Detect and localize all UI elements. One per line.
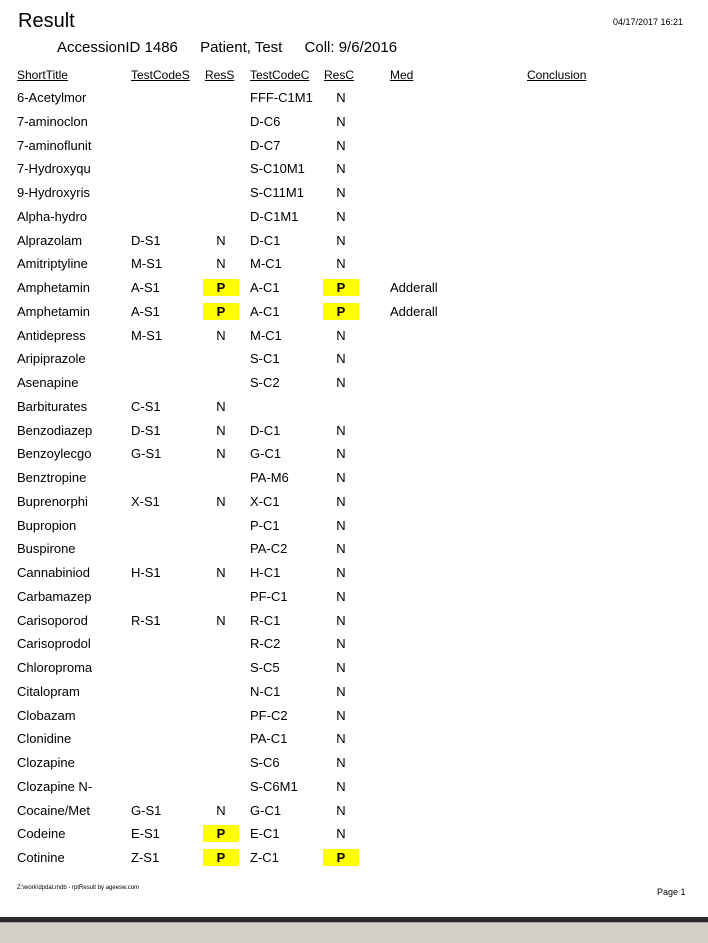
test-code-c-cell: R-C1 (250, 612, 281, 628)
table-row (0, 846, 708, 870)
res-c-cell: N (336, 517, 346, 533)
res-c-cell: N (336, 755, 346, 770)
res-c-cell: N (336, 446, 346, 462)
footer-source-path: Z:\work\dpdat.mdb - rptResult by ageesw.com (17, 885, 140, 891)
table-row (0, 514, 708, 538)
column-header-med: Med (390, 68, 414, 82)
med-cell: Adderall (390, 303, 438, 319)
footer-page-number: Page 1 (657, 887, 686, 897)
table-row (0, 395, 708, 419)
table-row (0, 86, 708, 110)
table-row (0, 799, 708, 823)
test-code-c-cell: D-C1 (250, 232, 281, 248)
test-code-c-cell: S-C11M1 (250, 185, 304, 200)
table-row (0, 157, 708, 181)
short-title-cell: Cocaine/Met (17, 802, 90, 818)
res-s-cell: N (216, 398, 226, 414)
short-title-cell: Antidepress (17, 327, 86, 343)
short-title-cell: 7-aminoflunit (17, 137, 92, 153)
res-c-cell: N (336, 565, 346, 580)
short-title-cell: Asenapine (17, 375, 79, 390)
res-s-cell: N (216, 256, 226, 272)
test-code-s-cell: A-S1 (131, 303, 160, 319)
column-header-res-s: ResS (205, 68, 235, 82)
short-title-cell: Benzoylecgo (17, 446, 92, 462)
short-title-cell: Carbamazep (17, 588, 92, 604)
test-code-c-cell: FFF-C1M1 (250, 90, 313, 105)
res-s-cell: N (216, 232, 226, 248)
res-c-cell: N (336, 683, 346, 699)
table-row (0, 775, 708, 799)
res-s-cell: P (203, 825, 239, 842)
table-row (0, 704, 708, 728)
table-row (0, 252, 708, 276)
test-code-c-cell: PF-C2 (250, 707, 288, 723)
short-title-cell: Benztropine (17, 470, 87, 485)
table-row (0, 751, 708, 775)
short-title-cell: Carisoporod (17, 612, 88, 628)
test-code-c-cell: PA-C2 (250, 541, 288, 557)
table-row (0, 181, 708, 205)
table-row (0, 229, 708, 253)
short-title-cell: Amphetamin (17, 303, 90, 319)
table-row (0, 585, 708, 609)
res-c-cell: N (336, 493, 346, 509)
column-header-test-code-s: TestCodeS (131, 68, 190, 82)
test-code-c-cell: D-C7 (250, 137, 281, 153)
res-s-cell: N (216, 422, 226, 438)
res-s-cell: N (216, 327, 226, 343)
short-title-cell: Barbiturates (17, 398, 88, 414)
short-title-cell: Buspirone (17, 541, 76, 557)
short-title-cell: Amitriptyline (17, 256, 88, 272)
test-code-c-cell: D-C6 (250, 113, 281, 129)
test-code-c-cell: PA-C1 (250, 731, 288, 747)
test-code-s-cell: G-S1 (131, 446, 162, 462)
report-subtitle (57, 39, 415, 56)
short-title-cell: 9-Hydroxyris (17, 185, 90, 200)
test-code-c-cell: PF-C1 (250, 588, 288, 604)
res-c-cell: P (323, 849, 359, 866)
column-header-res-c: ResC (324, 68, 355, 82)
res-c-cell: N (336, 422, 346, 438)
test-code-s-cell: M-S1 (131, 256, 163, 272)
res-c-cell: N (336, 256, 346, 272)
window-status-strip (0, 922, 708, 943)
test-code-c-cell: N-C1 (250, 683, 281, 699)
test-code-s-cell: H-S1 (131, 565, 161, 580)
res-s-cell: P (203, 279, 239, 296)
short-title-cell: Alprazolam (17, 232, 83, 248)
patient-name: Patient, Test (200, 39, 283, 56)
test-code-c-cell: A-C1 (250, 303, 280, 319)
res-c-cell: N (336, 470, 346, 485)
res-c-cell: N (336, 161, 346, 177)
res-c-cell: N (336, 327, 346, 343)
res-c-cell: P (323, 303, 359, 320)
short-title-cell: Citalopram (17, 683, 80, 699)
short-title-cell: Bupropion (17, 517, 77, 533)
res-c-cell: N (336, 113, 346, 129)
test-code-s-cell: C-S1 (131, 398, 161, 414)
table-row (0, 609, 708, 633)
med-cell: Adderall (390, 280, 438, 295)
res-c-cell: N (336, 208, 346, 224)
test-code-c-cell: H-C1 (250, 565, 281, 580)
test-code-c-cell: S-C5 (250, 660, 280, 675)
res-c-cell: N (336, 802, 346, 818)
short-title-cell: 7-Hydroxyqu (17, 161, 91, 177)
test-code-c-cell: S-C6 (250, 755, 280, 770)
table-row (0, 490, 708, 514)
short-title-cell: Clozapine N- (17, 778, 93, 794)
res-c-cell: N (336, 588, 346, 604)
res-s-cell: P (203, 849, 239, 866)
res-c-cell: N (336, 826, 346, 842)
res-s-cell: N (216, 446, 226, 462)
table-row (0, 134, 708, 158)
test-code-s-cell: X-S1 (131, 493, 160, 509)
short-title-cell: Cannabiniod (17, 565, 91, 580)
short-title-cell: 6-Acetylmor (17, 90, 87, 105)
test-code-c-cell: P-C1 (250, 517, 280, 533)
res-c-cell: P (323, 279, 359, 296)
test-code-s-cell: R-S1 (131, 612, 161, 628)
res-c-cell: N (336, 232, 346, 248)
test-code-c-cell: S-C6M1 (250, 778, 298, 794)
test-code-c-cell: S-C10M1 (250, 161, 305, 177)
test-code-s-cell: A-S1 (131, 280, 160, 295)
res-c-cell: N (336, 375, 346, 390)
table-row (0, 205, 708, 229)
test-code-c-cell: S-C1 (250, 351, 280, 367)
res-c-cell: N (336, 660, 346, 675)
table-row (0, 561, 708, 585)
short-title-cell: Alpha-hydro (17, 208, 88, 224)
res-c-cell: N (336, 137, 346, 153)
short-title-cell: Aripiprazole (17, 351, 86, 367)
table-row (0, 442, 708, 466)
table-row (0, 727, 708, 751)
test-code-s-cell: E-S1 (131, 826, 160, 842)
test-code-c-cell: M-C1 (250, 327, 282, 343)
test-code-c-cell: D-C1M1 (250, 208, 299, 224)
res-c-cell: N (336, 612, 346, 628)
res-s-cell: P (203, 303, 239, 320)
table-row (0, 680, 708, 704)
test-code-s-cell: Z-S1 (131, 850, 160, 865)
short-title-cell: Carisoprodol (17, 636, 91, 652)
res-c-cell: N (336, 541, 346, 557)
res-s-cell: N (216, 493, 226, 509)
short-title-cell: Benzodiazep (17, 422, 93, 438)
short-title-cell: Clozapine (17, 755, 75, 770)
res-s-cell: N (216, 802, 226, 818)
test-code-s-cell: D-S1 (131, 232, 161, 248)
test-code-c-cell: S-C2 (250, 375, 280, 390)
test-code-c-cell: X-C1 (250, 493, 280, 509)
short-title-cell: Cotinine (17, 850, 65, 865)
table-row (0, 537, 708, 561)
test-code-s-cell: G-S1 (131, 802, 162, 818)
table-row (0, 110, 708, 134)
table-row (0, 419, 708, 443)
test-code-c-cell: R-C2 (250, 636, 281, 652)
short-title-cell: Clonidine (17, 731, 72, 747)
short-title-cell: Chloroproma (17, 660, 93, 675)
res-c-cell: N (336, 185, 346, 200)
res-s-cell: N (216, 565, 226, 580)
res-c-cell: N (336, 90, 346, 105)
short-title-cell: 7-aminoclon (17, 113, 88, 129)
short-title-cell: Clobazam (17, 707, 76, 723)
printed-timestamp: 04/17/2017 16:21 (613, 17, 684, 27)
table-row (0, 300, 708, 324)
short-title-cell: Amphetamin (17, 280, 90, 295)
res-s-cell: N (216, 612, 226, 628)
collection-date: Coll: 9/6/2016 (304, 39, 398, 56)
test-code-c-cell: M-C1 (250, 256, 282, 272)
short-title-cell: Codeine (17, 826, 66, 842)
short-title-cell: Buprenorphi (17, 493, 88, 509)
test-code-c-cell: Z-C1 (250, 850, 279, 865)
res-c-cell: N (336, 707, 346, 723)
test-code-c-cell: G-C1 (250, 446, 282, 462)
test-code-s-cell: D-S1 (131, 422, 161, 438)
test-code-c-cell: E-C1 (250, 826, 280, 842)
column-header-test-code-c: TestCodeC (250, 68, 310, 82)
table-row (0, 276, 708, 300)
test-code-c-cell: A-C1 (250, 280, 280, 295)
table-row (0, 632, 708, 656)
res-c-cell: N (336, 351, 346, 367)
table-row (0, 822, 708, 846)
column-header-short-title: ShortTitle (17, 68, 68, 82)
table-row (0, 466, 708, 490)
accession-id: AccessionID 1486 (57, 39, 178, 56)
test-code-s-cell: M-S1 (131, 327, 163, 343)
test-code-c-cell: PA-M6 (250, 470, 289, 485)
test-code-c-cell: G-C1 (250, 802, 282, 818)
res-c-cell: N (336, 778, 346, 794)
res-c-cell: N (336, 636, 346, 652)
report-title: Result (18, 10, 75, 32)
table-row (0, 371, 708, 395)
res-c-cell: N (336, 731, 346, 747)
table-row (0, 347, 708, 371)
column-header-conclusion: Conclusion (527, 68, 587, 82)
test-code-c-cell: D-C1 (250, 422, 281, 438)
table-row (0, 324, 708, 348)
table-row (0, 656, 708, 680)
